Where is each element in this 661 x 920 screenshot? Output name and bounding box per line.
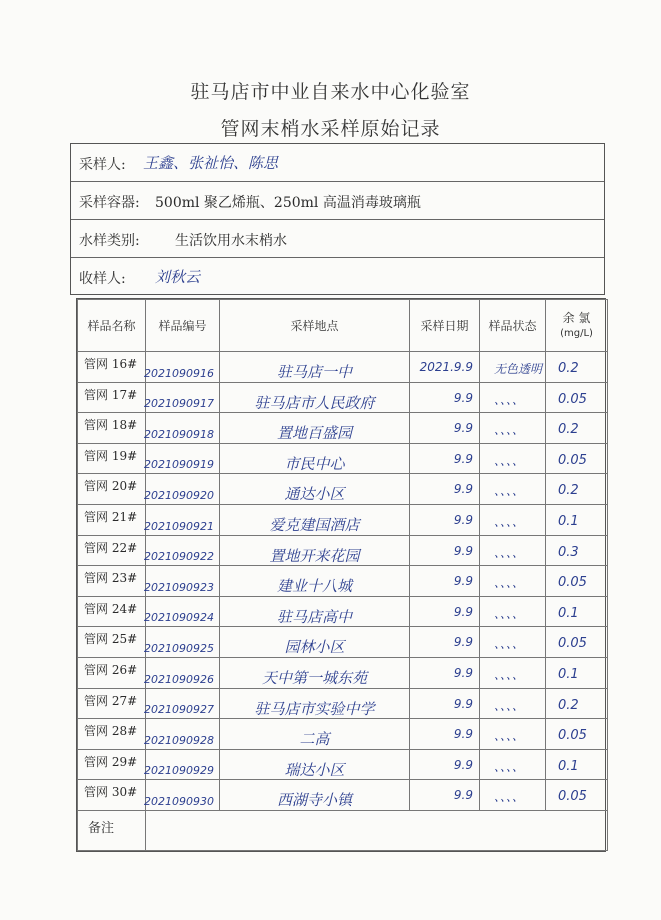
sample-state-cell — [480, 413, 546, 444]
sample-name: 管网 21# — [84, 509, 138, 524]
table-row — [78, 504, 608, 535]
sample-name: 管网 23# — [84, 571, 138, 586]
sample-site: 置地百盛园 — [276, 424, 352, 443]
sample-date: 9.9 — [453, 482, 473, 497]
sample-date-cell — [410, 657, 480, 688]
sample-name-cell — [78, 504, 146, 535]
sample-state-cell — [480, 474, 546, 505]
sample-state-cell — [480, 382, 546, 413]
sample-name-cell — [78, 382, 146, 413]
sample-chlorine-cell — [546, 474, 608, 505]
table-row — [78, 780, 608, 811]
sample-date-cell — [410, 688, 480, 719]
sample-code: 2021090927 — [144, 703, 214, 717]
container-value: 500ml 聚乙烯瓶、250ml 高温消毒玻璃瓶 — [155, 195, 421, 211]
table-row — [78, 352, 608, 383]
sample-site: 驻马店市实验中学 — [254, 699, 375, 718]
sample-date: 9.9 — [453, 512, 473, 527]
sample-code: 2021090919 — [144, 458, 214, 472]
sample-state: 、、、、 — [494, 576, 525, 591]
sample-site: 二高 — [299, 730, 330, 749]
sample-chlorine-cell — [546, 413, 608, 444]
sample-date-cell — [410, 535, 480, 566]
sample-date-cell — [410, 749, 480, 780]
sample-date: 9.9 — [453, 635, 473, 650]
sample-chlorine-cell — [546, 688, 608, 719]
sample-chlorine-cell — [546, 657, 608, 688]
sample-code-cell — [146, 504, 220, 535]
header-date: 采样日期 — [410, 300, 480, 352]
sample-date: 9.9 — [453, 665, 473, 680]
sample-state-cell — [480, 780, 546, 811]
sample-date: 9.9 — [453, 727, 473, 742]
sample-state: 、、、、 — [494, 514, 525, 529]
sample-name: 管网 20# — [84, 479, 138, 494]
sample-site: 驻马店市人民政府 — [254, 393, 375, 412]
sample-site-cell — [220, 657, 410, 688]
sample-state: 、、、、 — [494, 423, 525, 438]
sample-date: 9.9 — [453, 574, 473, 589]
sample-date-cell — [410, 352, 480, 383]
container-label: 采样容器: — [79, 195, 140, 211]
sample-chlorine: 0.05 — [558, 391, 587, 407]
sample-state: 、、、、 — [494, 484, 525, 499]
sample-name-cell — [78, 688, 146, 719]
sample-date-cell — [410, 627, 480, 658]
sample-date: 9.9 — [453, 788, 473, 803]
sample-site-cell — [220, 780, 410, 811]
sample-site: 爱克建国酒店 — [269, 515, 360, 534]
sample-code: 2021090929 — [144, 764, 214, 778]
sample-chlorine-cell — [546, 443, 608, 474]
sample-state-cell — [480, 688, 546, 719]
sample-code-cell — [146, 352, 220, 383]
sample-date-cell — [410, 566, 480, 597]
sample-chlorine: 0.2 — [558, 422, 579, 438]
table-row — [78, 596, 608, 627]
header-state: 样品状态 — [480, 300, 546, 352]
table-row — [78, 382, 608, 413]
sample-name: 管网 30# — [84, 785, 138, 800]
table-row — [78, 413, 608, 444]
table-row — [78, 749, 608, 780]
sample-site-cell — [220, 413, 410, 444]
remark-content — [146, 810, 608, 850]
sample-site-cell — [220, 566, 410, 597]
sample-state: 无色透明 — [494, 362, 543, 376]
sample-name-cell — [78, 719, 146, 750]
sample-date-cell — [410, 413, 480, 444]
sample-state-cell — [480, 566, 546, 597]
sample-code-cell — [146, 657, 220, 688]
sample-date-cell — [410, 474, 480, 505]
sample-date-cell — [410, 596, 480, 627]
sample-chlorine: 0.3 — [558, 544, 579, 560]
receiver-value: 刘秋云 — [155, 268, 201, 286]
sample-name-cell — [78, 535, 146, 566]
page-title: 驻马店市中业自来水中心化验室 — [190, 81, 471, 103]
sample-name-cell — [78, 474, 146, 505]
sample-date-cell — [410, 719, 480, 750]
sample-chlorine-cell — [546, 504, 608, 535]
sample-date-cell — [410, 780, 480, 811]
sample-site-cell — [220, 382, 410, 413]
sample-state-cell — [480, 749, 546, 780]
sample-name-cell — [78, 413, 146, 444]
sample-chlorine-cell — [546, 352, 608, 383]
water-type-value: 生活饮用水末梢水 — [175, 233, 287, 249]
header-name: 样品名称 — [78, 300, 146, 352]
sample-code-cell — [146, 474, 220, 505]
header-chlorine-unit: (mg/L) — [560, 327, 593, 339]
table-row — [78, 719, 608, 750]
sample-name: 管网 18# — [84, 418, 138, 433]
sample-name-cell — [78, 749, 146, 780]
sample-state-cell — [480, 443, 546, 474]
sample-chlorine: 0.2 — [558, 483, 579, 499]
sample-code: 2021090926 — [144, 672, 214, 686]
sample-chlorine: 0.1 — [558, 666, 579, 682]
sample-code-cell — [146, 596, 220, 627]
receiver-label: 收样人: — [79, 271, 126, 287]
sample-code: 2021090916 — [144, 366, 214, 380]
water-type-label: 水样类别: — [79, 233, 140, 249]
sample-code: 2021090928 — [144, 733, 214, 747]
sample-name-cell — [78, 780, 146, 811]
sample-chlorine: 0.05 — [558, 452, 587, 468]
sample-site: 西湖寺小镇 — [276, 791, 352, 810]
sample-site-cell — [220, 504, 410, 535]
sample-code-cell — [146, 443, 220, 474]
sample-state-cell — [480, 657, 546, 688]
sample-site-cell — [220, 474, 410, 505]
sample-site-cell — [220, 627, 410, 658]
sample-code-cell — [146, 719, 220, 750]
sample-site: 市民中心 — [284, 454, 345, 473]
sample-date: 2021.9.9 — [419, 360, 473, 374]
table-row — [78, 535, 608, 566]
sample-site-cell — [220, 749, 410, 780]
sample-state: 、、、、 — [494, 698, 525, 713]
sample-date-cell — [410, 382, 480, 413]
remark-row — [78, 810, 608, 850]
sample-code: 2021090924 — [144, 611, 214, 625]
sample-chlorine-cell — [546, 780, 608, 811]
sample-site-cell — [220, 352, 410, 383]
sample-date-cell — [410, 504, 480, 535]
sample-date: 9.9 — [453, 757, 473, 772]
sample-code: 2021090923 — [144, 580, 214, 594]
sample-code: 2021090925 — [144, 641, 214, 655]
sample-site: 置地开来花园 — [269, 546, 360, 565]
receiver-row — [71, 258, 604, 296]
container-row — [71, 182, 604, 220]
info-box — [70, 143, 605, 295]
sample-site: 驻马店一中 — [276, 363, 352, 381]
sample-state: 、、、、 — [494, 545, 525, 560]
sample-chlorine-cell — [546, 535, 608, 566]
sample-site: 驻马店高中 — [276, 607, 352, 626]
sample-state: 、、、、 — [494, 453, 525, 468]
sample-site: 建业十八城 — [276, 577, 352, 596]
sample-name: 管网 24# — [84, 601, 138, 616]
sample-site: 通达小区 — [284, 485, 345, 504]
sample-name-cell — [78, 657, 146, 688]
table-row — [78, 566, 608, 597]
sampler-label: 采样人: — [79, 157, 126, 173]
remark-cell — [78, 810, 146, 850]
sample-code: 2021090920 — [144, 488, 214, 502]
sample-name-cell — [78, 352, 146, 383]
water-type-row — [71, 220, 604, 258]
sample-code-cell — [146, 780, 220, 811]
sample-code: 2021090930 — [144, 794, 214, 808]
sample-name: 管网 22# — [84, 540, 138, 555]
sample-code-cell — [146, 627, 220, 658]
sample-name-cell — [78, 566, 146, 597]
sample-code-cell — [146, 535, 220, 566]
sample-code-cell — [146, 382, 220, 413]
sample-code: 2021090921 — [144, 519, 214, 533]
sample-name: 管网 27# — [84, 693, 138, 708]
remark-label: 备注 — [88, 820, 115, 836]
sample-code: 2021090917 — [144, 397, 214, 411]
sample-chlorine-cell — [546, 719, 608, 750]
sample-site: 园林小区 — [284, 638, 345, 657]
header-code: 样品编号 — [146, 300, 220, 352]
sample-code-cell — [146, 688, 220, 719]
sample-chlorine: 0.1 — [558, 513, 579, 529]
sample-state: 、、、、 — [494, 729, 525, 744]
header-chlorine-label: 余 氯 — [562, 310, 591, 325]
sample-chlorine-cell — [546, 566, 608, 597]
sample-state-cell — [480, 504, 546, 535]
sample-site-cell — [220, 596, 410, 627]
table-row — [78, 657, 608, 688]
table-row — [78, 474, 608, 505]
sample-chlorine: 0.2 — [558, 697, 579, 713]
sample-name: 管网 26# — [84, 662, 138, 677]
sample-state: 、、、、 — [494, 606, 525, 621]
sample-date: 9.9 — [453, 696, 473, 711]
sample-state-cell — [480, 719, 546, 750]
sample-state-cell — [480, 596, 546, 627]
sample-state: 、、、、 — [494, 637, 525, 652]
table-row — [78, 443, 608, 474]
sample-name-cell — [78, 443, 146, 474]
sample-name: 管网 29# — [84, 754, 138, 769]
sample-name: 管网 16# — [84, 357, 138, 371]
sample-state-cell — [480, 352, 546, 383]
table-row — [78, 688, 608, 719]
sample-chlorine: 0.05 — [558, 728, 587, 744]
sample-chlorine: 0.05 — [558, 636, 587, 652]
sample-chlorine-cell — [546, 382, 608, 413]
page-subtitle: 管网末梢水采样原始记录 — [220, 118, 441, 140]
sample-code-cell — [146, 413, 220, 444]
sample-site: 天中第一城东苑 — [261, 668, 367, 687]
sample-state: 、、、、 — [494, 667, 525, 682]
sample-name: 管网 17# — [84, 387, 138, 402]
header-chlorine — [546, 300, 608, 352]
sample-state: 、、、、 — [494, 392, 525, 407]
sample-state: 、、、、 — [494, 790, 525, 805]
header-site: 采样地点 — [220, 300, 410, 352]
sample-date: 9.9 — [453, 390, 473, 405]
sample-chlorine-cell — [546, 627, 608, 658]
sample-date: 9.9 — [453, 451, 473, 466]
sample-chlorine: 0.1 — [558, 758, 579, 774]
sample-date: 9.9 — [453, 543, 473, 558]
sample-code-cell — [146, 566, 220, 597]
sample-code: 2021090922 — [144, 550, 214, 564]
sample-date: 9.9 — [453, 604, 473, 619]
sample-site-cell — [220, 719, 410, 750]
sample-name-cell — [78, 596, 146, 627]
sample-site: 瑞达小区 — [284, 760, 345, 779]
sample-site-cell — [220, 535, 410, 566]
sample-chlorine: 0.2 — [558, 361, 579, 376]
sample-code-cell — [146, 749, 220, 780]
sample-name-cell — [78, 627, 146, 658]
sampler-row — [71, 144, 604, 182]
sample-code: 2021090918 — [144, 427, 214, 441]
sample-state: 、、、、 — [494, 759, 525, 774]
sample-date: 9.9 — [453, 421, 473, 436]
sample-date-cell — [410, 443, 480, 474]
sample-chlorine: 0.05 — [558, 575, 587, 591]
sample-state-cell — [480, 627, 546, 658]
sample-name: 管网 28# — [84, 724, 138, 739]
table-header-row — [78, 300, 608, 352]
sampler-value: 王鑫、张祉怡、陈思 — [143, 154, 279, 172]
sample-site-cell — [220, 443, 410, 474]
sample-chlorine-cell — [546, 596, 608, 627]
sample-state-cell — [480, 535, 546, 566]
sample-name: 管网 25# — [84, 632, 138, 647]
sample-chlorine: 0.1 — [558, 605, 579, 621]
sample-chlorine-cell — [546, 749, 608, 780]
sample-site-cell — [220, 688, 410, 719]
sample-table — [76, 298, 606, 852]
sample-name: 管网 19# — [84, 448, 138, 463]
table-row — [78, 627, 608, 658]
sample-chlorine: 0.05 — [558, 789, 587, 805]
